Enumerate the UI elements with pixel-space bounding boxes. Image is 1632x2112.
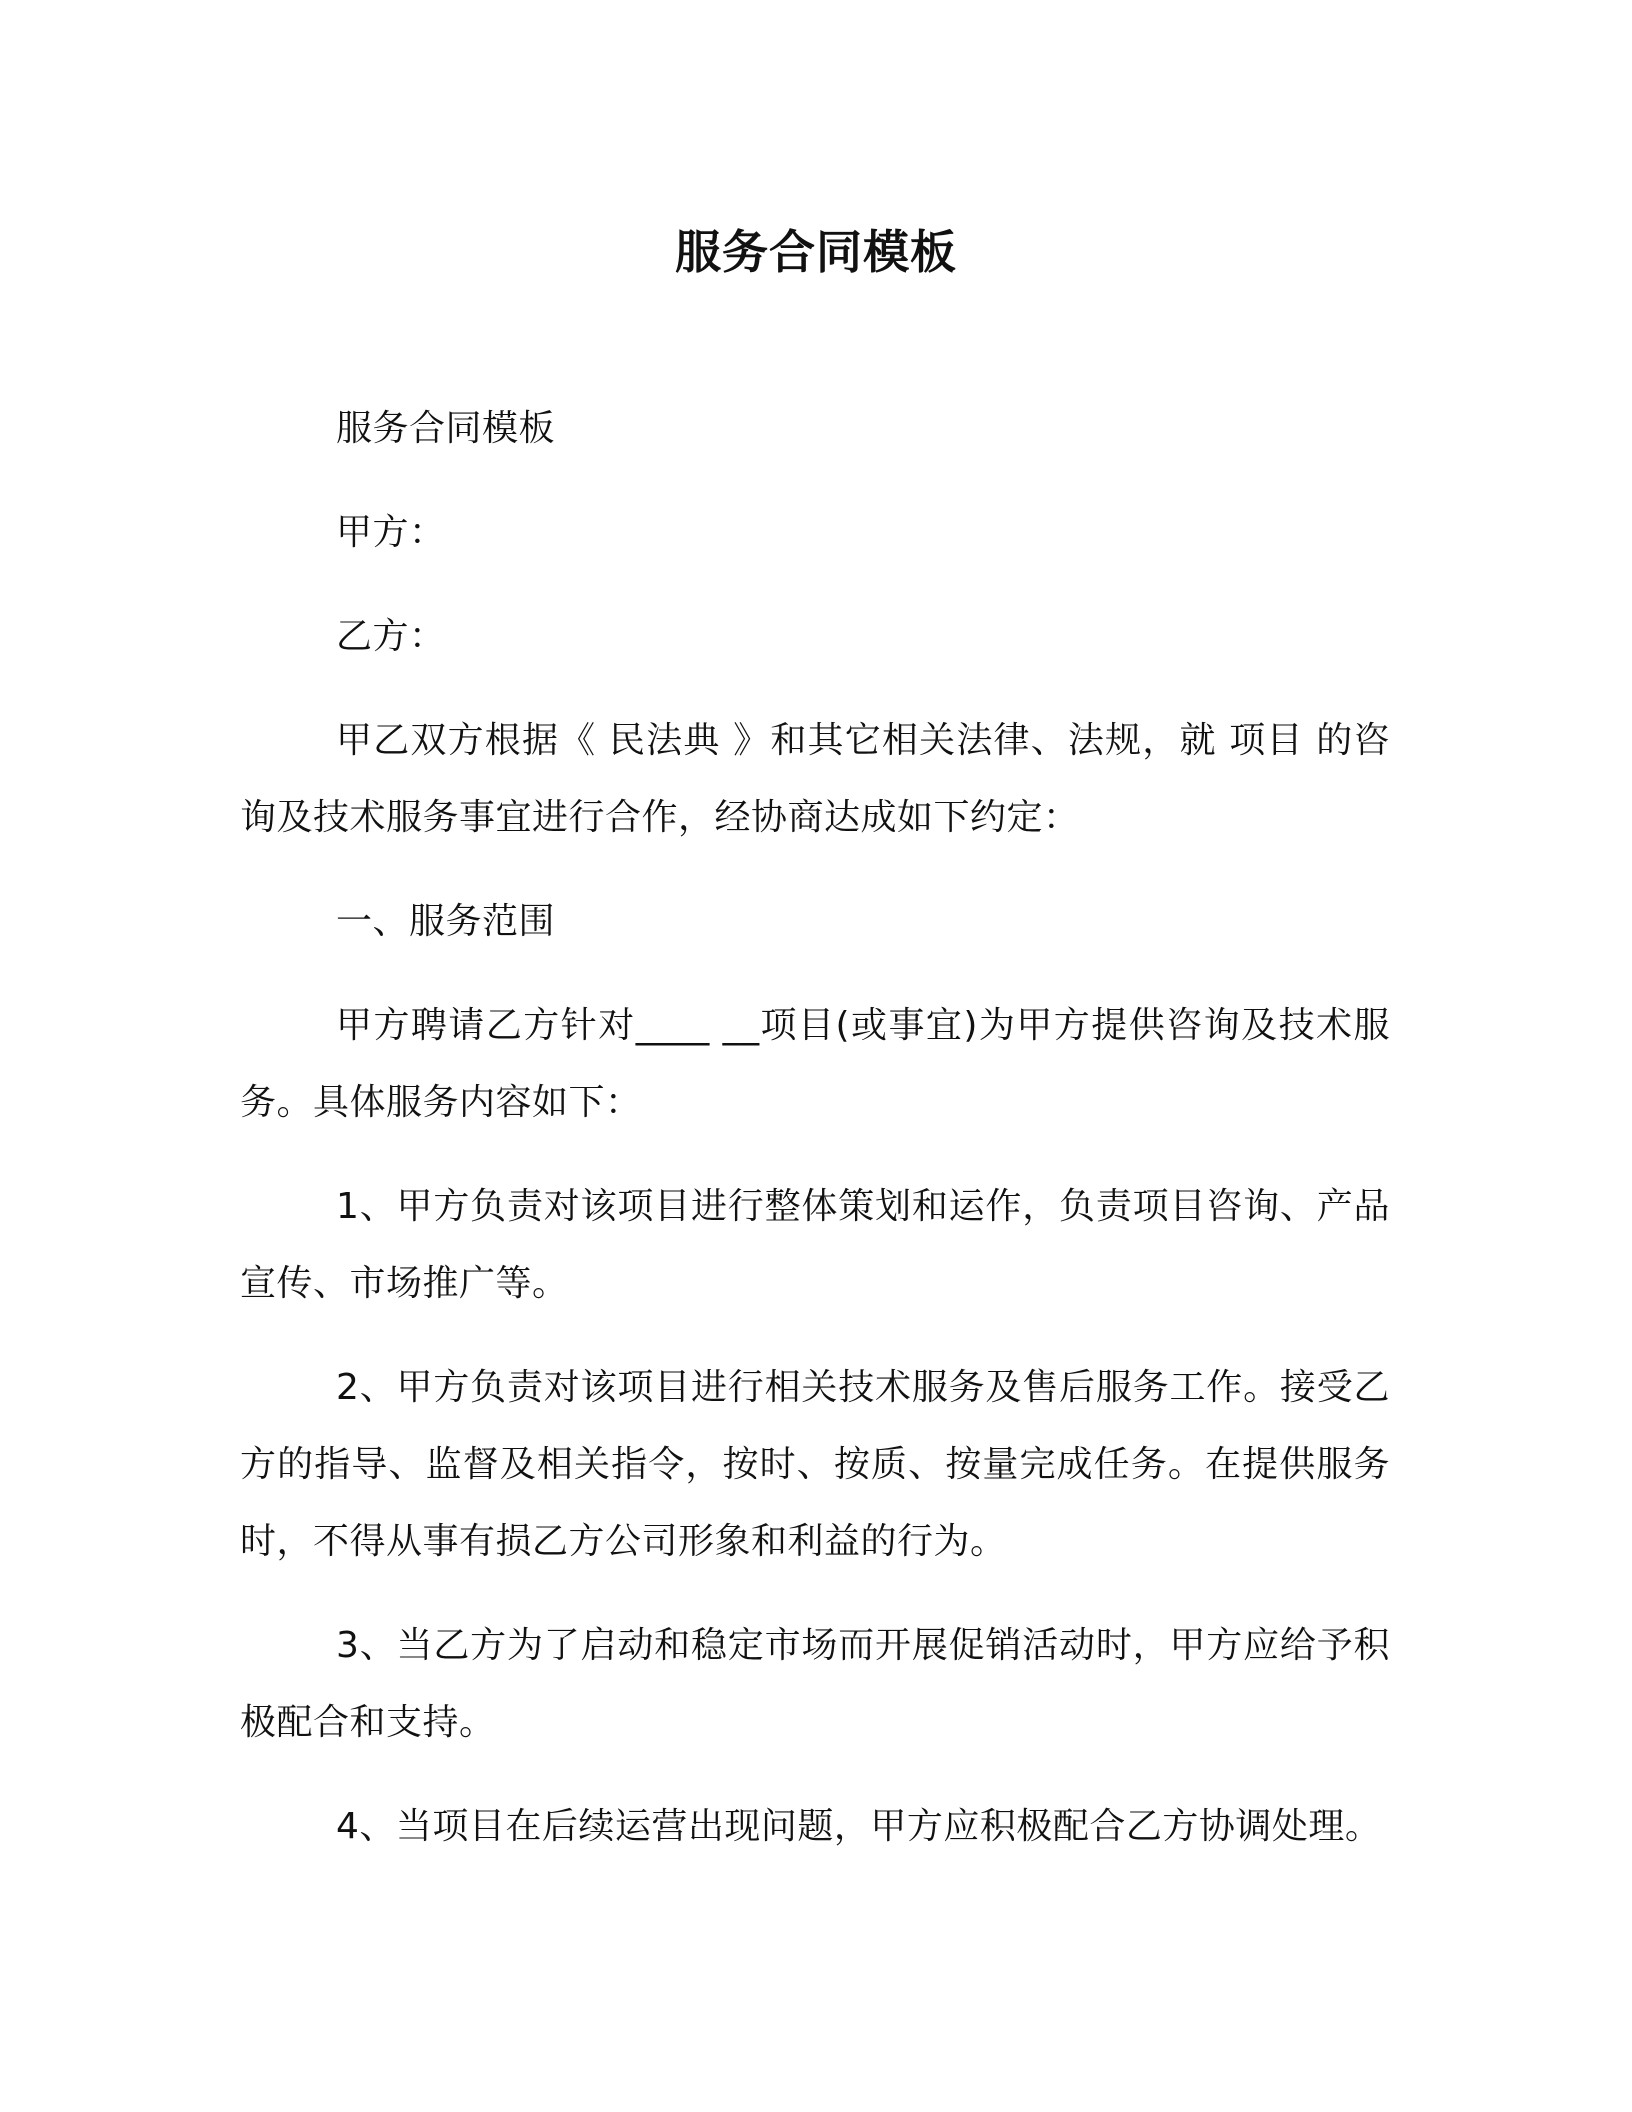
paragraph-heading: 服务合同模板 — [336, 408, 556, 449]
clause-3: 3、当乙方为了启动和稳定市场而开展促销活动时，甲方应给予积极配合和支持。 — [240, 1625, 1390, 1743]
paragraph-party-a: 甲方： — [336, 512, 446, 553]
paragraph-party-b: 乙方： — [336, 616, 446, 657]
paragraph-preamble: 甲乙双方根据《 民法典 》和其它相关法律、法规，就 项目 的咨询及技术服务事宜进行合作，经协商达成如下约定： — [240, 720, 1390, 838]
clause-4: 4、当项目在后续运营出现问题，甲方应积极配合乙方协调处理。 — [336, 1806, 1382, 1847]
clause-2: 2、甲方负责对该项目进行相关技术服务及售后服务工作。接受乙方的指导、监督及相关指令，按时、按质、按量完成任务。在提供服务时，不得从事有损乙方公司形象和利益的行为。 — [240, 1367, 1390, 1562]
paragraph-service-intro: 甲方聘请乙方针对____ __项目(或事宜)为甲方提供咨询及技术服务。具体服务内容如下： — [240, 1005, 1390, 1123]
section-heading-service-scope: 一、服务范围 — [336, 901, 556, 942]
clause-1: 1、甲方负责对该项目进行整体策划和运作，负责项目咨询、产品宣传、市场推广等。 — [240, 1186, 1390, 1304]
document-title: 服务合同模板 — [675, 225, 957, 279]
document-body — [240, 390, 1390, 1865]
